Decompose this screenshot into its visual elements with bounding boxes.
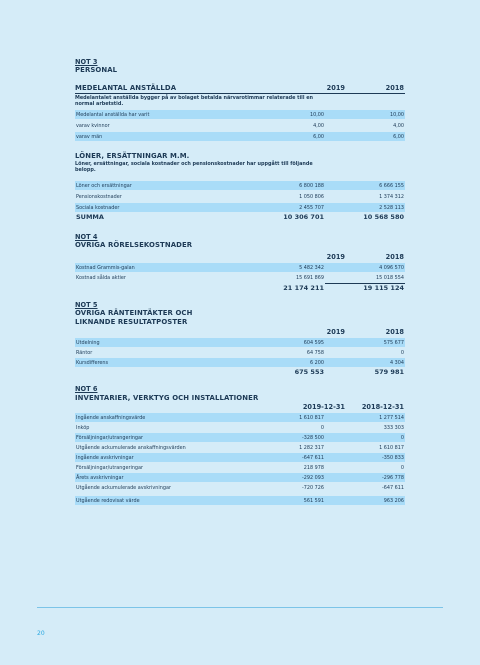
table-row: Räntor 64 758 0: [76, 349, 404, 356]
table-row: Utgående ackumulerade avskrivningar -720 726 -647 611: [76, 484, 404, 491]
section-description: Medelantalet anställda bygger på av bolaget betalda närvarotimmar relaterade till en normal arbetstid.: [75, 95, 314, 107]
note-6-title: INVENTARIER, VERKTYG OCH INSTALLATIONER: [75, 394, 259, 402]
table-row: Årets avskrivningar -292 093 -296 778: [76, 474, 404, 481]
note-4-title: ÖVRIGA RÖRELSEKOSTNADER: [75, 241, 193, 249]
note-4-link[interactable]: NOT 4: [75, 233, 98, 241]
section-description: Löner, ersättningar, sociala kostnader och pensionskostnader har uppgått till följande belopp.: [75, 161, 313, 173]
total-row: 21 174 211 19 115 124: [283, 284, 404, 292]
table-row: Löner och ersättningar 6 800 188 6 666 155: [76, 182, 404, 189]
col-header-2019: 2019: [326, 253, 345, 261]
table-row: Försäljningar/utrangeringar -328 500 0: [76, 434, 404, 441]
col-header-2018: 2018: [385, 328, 404, 336]
table-row: Utgående ackumulerade anskaffningsvärden 1 282 317 1 610 817: [76, 444, 404, 451]
table-row: Utdelning 604 595 575 677: [76, 339, 404, 346]
table-row: Inköp 0 333 303: [76, 424, 404, 431]
note-3-link[interactable]: NOT 3: [75, 58, 98, 66]
table-row: Kostnad sålda aktier 15 691 869 15 018 554: [76, 274, 404, 281]
sum-row: SUMMA 10 306 701 10 568 580: [76, 213, 404, 221]
page-number: 20: [37, 630, 45, 637]
total-rule: [325, 283, 405, 284]
table-row: varav kvinnor 4,00 4,00: [76, 122, 404, 129]
total-row: 675 553 579 981: [294, 368, 404, 376]
col-header-2019: 2019: [326, 84, 345, 92]
col-header-2019: 2019: [326, 328, 345, 336]
table-row: varav män 6,00 6,00: [76, 133, 404, 140]
col-header-2018: 2018: [385, 253, 404, 261]
table-row: Medelantal anställda har varit 10,00 10,00: [76, 111, 404, 118]
table-row: Kursdifferens 6 200 4 304: [76, 359, 404, 366]
final-value-row: Utgående redovisat värde 561 591 963 206: [76, 497, 404, 504]
section-title-salaries: LÖNER, ERSÄTTNINGAR M.M.: [75, 152, 190, 160]
note-5-title-line-1: ÖVRIGA RÄNTEINTÄKTER OCH: [75, 309, 193, 317]
col-header-2018: 2018: [385, 84, 404, 92]
note-6-link[interactable]: NOT 6: [75, 385, 98, 393]
section-title-average-employees: MEDELANTAL ANSTÄLLDA: [75, 84, 177, 92]
table-row: Ingående avskrivningar -647 611 -350 833: [76, 454, 404, 461]
note-5-title-line-2: LIKNANDE RESULTATPOSTER: [75, 318, 188, 326]
table-row: Pensionskostnader 1 050 806 1 374 312: [76, 193, 404, 200]
table-row: Ingående anskaffningsvärde 1 610 817 1 277 514: [76, 414, 404, 421]
table-row: Sociala kostnader 2 455 707 2 528 113: [76, 204, 404, 211]
col-header-2018-12-31: 2018-12-31: [361, 403, 404, 411]
note-3-title: PERSONAL: [75, 66, 118, 74]
table-row: Försäljningar/utrangeringar 218 978 0: [76, 464, 404, 471]
footer-rule: [37, 607, 443, 608]
note-5-link[interactable]: NOT 5: [75, 301, 98, 309]
table-row: Kostnad Grammis-galan 5 482 342 4 096 570: [76, 264, 404, 271]
col-header-2019-12-31: 2019-12-31: [302, 403, 345, 411]
section-rule: [75, 93, 405, 94]
